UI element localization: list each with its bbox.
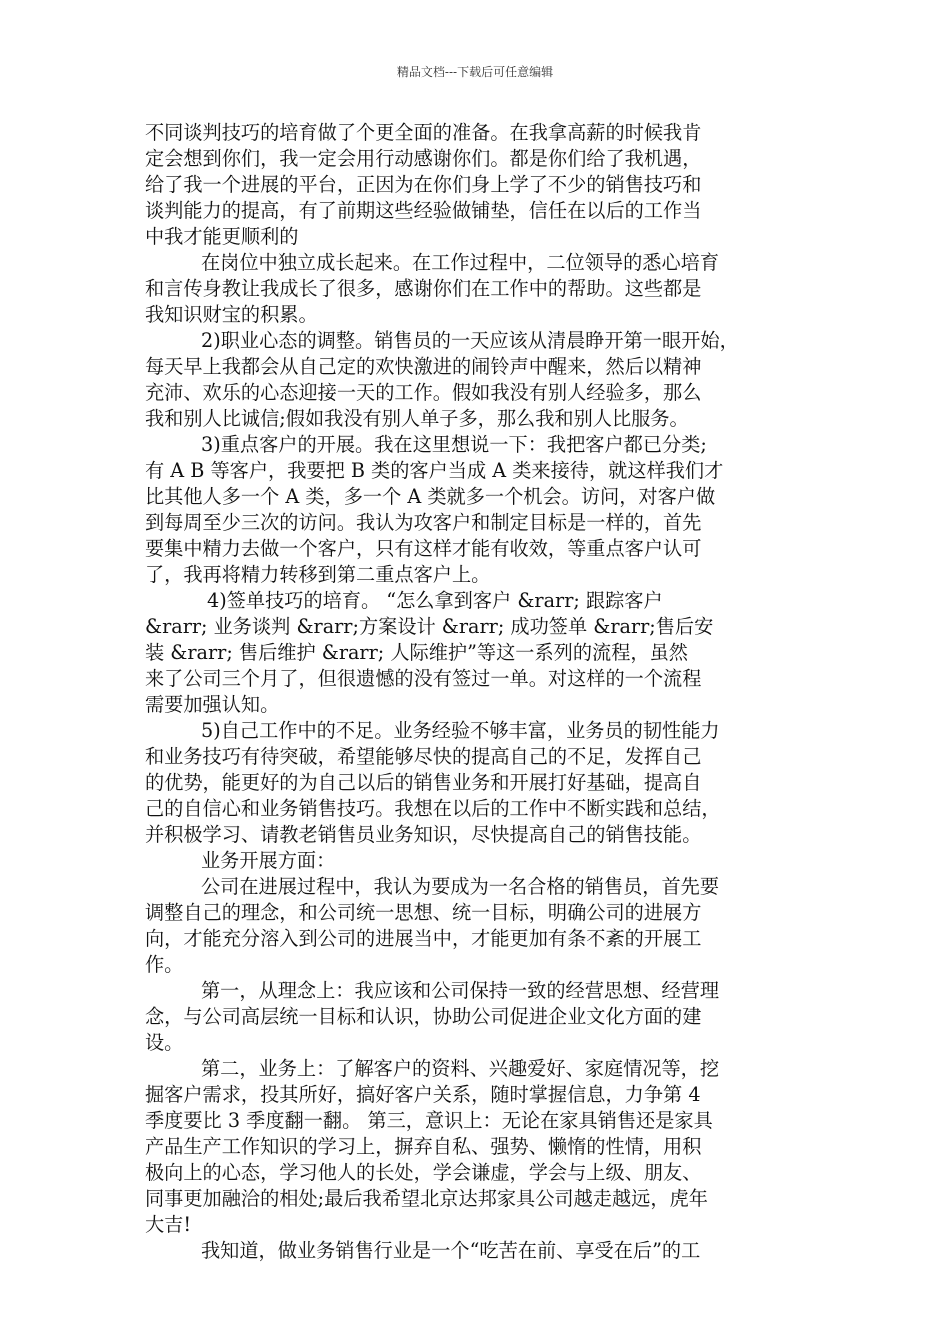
text-line: 了，我再将精力转移到第二重点客户上。: [145, 563, 491, 586]
text-line: 调整自己的理念，和公司统一思想、统一目标，明确公司的进展方: [145, 901, 702, 924]
text-line: 季度要比 3 季度翻一翻。 第三，意识上：无论在家具销售还是家具: [145, 1109, 713, 1132]
text-line: 掘客户需求，投其所好，搞好客户关系，随时掌握信息，力争第 4: [145, 1083, 701, 1106]
text-line: 有 A B 等客户，我要把 B 类的客户当成 A 类来接待，就这样我们才: [145, 459, 724, 482]
text-line: 大吉!: [145, 1213, 192, 1236]
text-line: 我知识财宝的积累。: [145, 303, 318, 326]
text-line: 来了公司三个月了，但很遗憾的没有签过一单。对这样的一个流程: [145, 667, 702, 690]
document-body: [145, 120, 815, 1264]
text-line: 己的自信心和业务销售技巧。我想在以后的工作中不断实践和总结，: [145, 797, 721, 820]
text-line: 设。: [145, 1031, 184, 1054]
text-line: 念，与公司高层统一目标和认识，协助公司促进企业文化方面的建: [145, 1005, 702, 1028]
text-line: 中我才能更顺利的: [145, 225, 299, 248]
text-line: 并积极学习、请教老销售员业务知识，尽快提高自己的销售技能。: [145, 823, 702, 846]
page-header: 精品文档---下载后可任意编辑: [396, 65, 554, 79]
paragraph-first-line: 我知道，做业务销售行业是一个“吃苦在前、享受在后”的工: [201, 1239, 701, 1262]
paragraph-first-line: 5)自己工作中的不足。业务经验不够丰富，业务员的韧性能力: [201, 719, 720, 742]
paragraph-first-line: 第二，业务上：了解客户的资料、兴趣爱好、家庭情况等，挖: [201, 1057, 720, 1080]
text-line: 作。: [145, 953, 184, 976]
text-line: 充沛、欢乐的心态迎接一天的工作。假如我没有别人经验多，那么: [145, 381, 702, 404]
paragraph-first-line: 公司在进展过程中，我认为要成为一名合格的销售员，首先要: [201, 875, 720, 898]
text-line: 到每周至少三次的访问。我认为攻客户和制定目标是一样的，首先: [145, 511, 702, 534]
paragraph-first-line: 2)职业心态的调整。销售员的一天应该从清晨睁开第一眼开始，: [201, 329, 739, 352]
text-line: 装 &rarr; 售后维护 &rarr; 人际维护”等这一系列的流程，虽然: [145, 641, 688, 664]
section-heading: 业务开展方面：: [201, 849, 336, 872]
text-line: 要集中精力去做一个客户，只有这样才能有收效，等重点客户认可: [145, 537, 702, 560]
text-line: 给了我一个进展的平台，正因为在你们身上学了不少的销售技巧和: [145, 173, 702, 196]
text-line: 产品生产工作知识的学习上，摒弃自私、强势、懒惰的性情，用积: [145, 1135, 702, 1158]
text-line: 谈判能力的提高，有了前期这些经验做铺垫，信任在以后的工作当: [145, 199, 702, 222]
text-line: &rarr; 业务谈判 &rarr;方案设计 &rarr; 成功签单 &rarr;售后安: [145, 615, 714, 638]
text-line: 比其他人多一个 A 类，多一个 A 类就多一个机会。访问，对客户做: [145, 485, 716, 508]
text-line: 的优势，能更好的为自己以后的销售业务和开展打好基础，提高自: [145, 771, 702, 794]
paragraph-first-line: 4)签单技巧的培育。 “怎么拿到客户 &rarr; 跟踪客户: [207, 589, 663, 612]
paragraph-first-line: 3)重点客户的开展。我在这里想说一下：我把客户都已分类;: [201, 433, 707, 456]
text-line: 和言传身教让我成长了很多，感谢你们在工作中的帮助。这些都是: [145, 277, 702, 300]
paragraph-first-line: 在岗位中独立成长起来。在工作过程中，二位领导的悉心培育: [201, 251, 720, 274]
text-line: 极向上的心态，学习他人的长处，学会谦虚，学会与上级、朋友、: [145, 1161, 702, 1184]
text-line: 定会想到你们，我一定会用行动感谢你们。都是你们给了我机遇，: [145, 147, 702, 170]
text-line: 不同谈判技巧的培育做了个更全面的准备。在我拿高薪的时候我肯: [145, 121, 702, 144]
text-line: 我和别人比诚信;假如我没有别人单子多，那么我和别人比服务。: [145, 407, 689, 430]
text-line: 需要加强认知。: [145, 693, 280, 716]
text-line: 每天早上我都会从自己定的欢快激进的闹铃声中醒来，然后以精神: [145, 355, 702, 378]
text-line: 向，才能充分溶入到公司的进展当中，才能更加有条不紊的开展工: [145, 927, 702, 950]
text-line: 和业务技巧有待突破，希望能够尽快的提高自己的不足，发挥自己: [145, 745, 702, 768]
text-line: 同事更加融洽的相处;最后我希望北京达邦家具公司越走越远，虎年: [145, 1187, 708, 1210]
paragraph-first-line: 第一，从理念上：我应该和公司保持一致的经营思想、经营理: [201, 979, 720, 1002]
